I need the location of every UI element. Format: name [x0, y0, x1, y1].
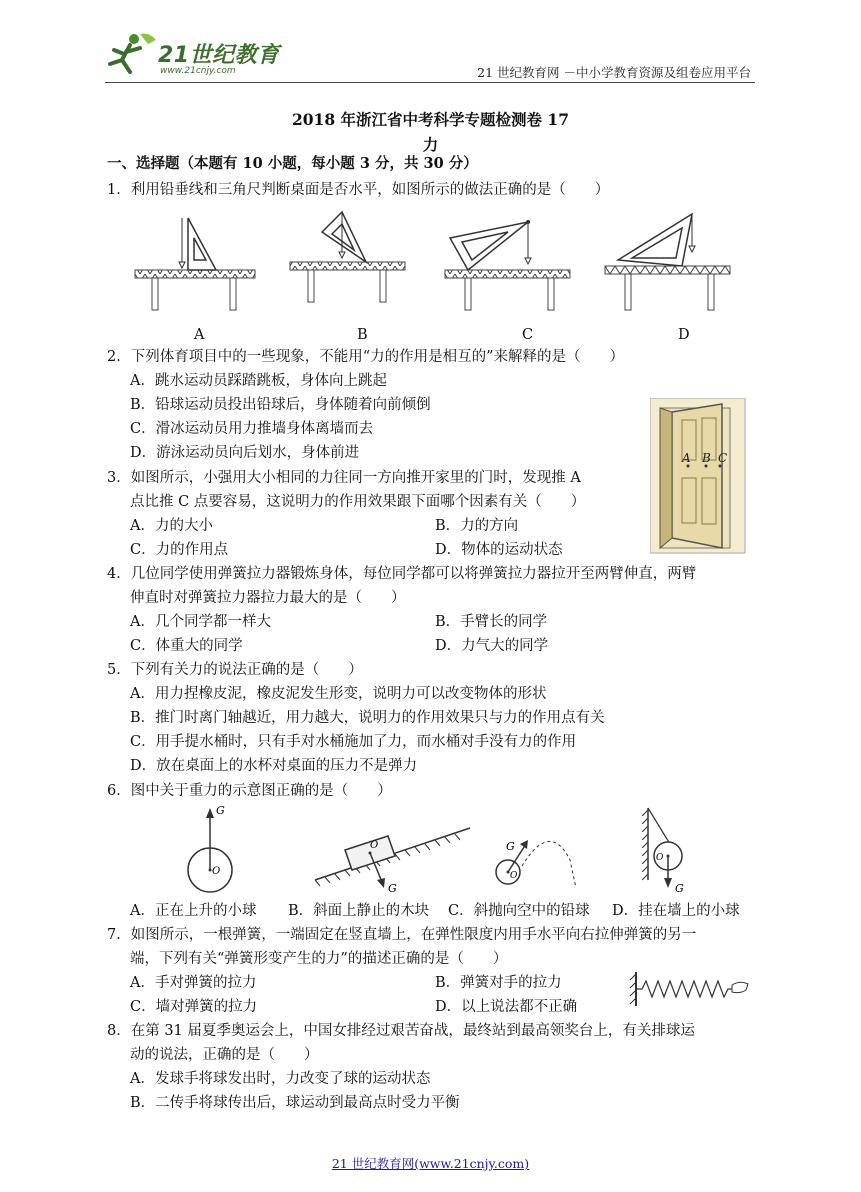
force-label-g: G [675, 882, 684, 895]
header-site-text: 21 世纪教育网 －中小学教育资源及组卷应用平台 [477, 65, 751, 80]
option: B．力的方向 [435, 518, 519, 534]
question-stem: 7．如图所示，一根弹簧，一端固定在竖直墙上，在弹性限度内用手水平向右拉伸弹簧的另一 [107, 927, 697, 943]
question-stem: 伸直时对弹簧拉力器拉力最大的是（ ） [130, 590, 406, 606]
option: C．滑冰运动员用力推墙身体离墙而去 [130, 421, 374, 437]
option: A．几个同学都一样大 [130, 614, 271, 630]
option: D．游泳运动员向后划水，身体前进 [130, 445, 360, 461]
option: A．跳水运动员踩踏跳板，身体向上跳起 [130, 373, 387, 389]
option: A．用力捏橡皮泥，橡皮泥发生形变，说明力可以改变物体的形状 [130, 686, 547, 702]
option: B．铅球运动员投出铅球后，身体随着向前倾倒 [130, 397, 431, 413]
force-label-g: G [506, 840, 515, 853]
q1-figure [130, 210, 750, 320]
door-label-a: A [682, 451, 691, 465]
option: C．体重大的同学 [130, 638, 243, 654]
door-label-b: B [702, 451, 711, 465]
question-stem: 4．几位同学使用弹簧拉力器锻炼身体，每位同学都可以将弹簧拉力器拉开至两臂伸直，两臂 [107, 566, 697, 582]
question-stem: 3．如图所示，小强用大小相同的力往同一方向推开家里的门时，发现推 A [107, 470, 581, 486]
option: D．挂在墙上的小球 [612, 903, 740, 919]
option: B．弹簧对手的拉力 [435, 975, 562, 991]
question-stem: 5．下列有关力的说法正确的是（ ） [107, 662, 363, 678]
table-a [135, 218, 255, 310]
option: A．手对弹簧的拉力 [130, 975, 257, 991]
option: B．手臂长的同学 [435, 614, 548, 630]
section-heading: 一、选择题（本题有 10 小题，每小题 3 分，共 30 分） [107, 155, 478, 172]
door-label-c: C [718, 451, 728, 465]
center-label-o: O [212, 866, 221, 877]
option: A．发球手将球发出时，力改变了球的运动状态 [130, 1071, 431, 1087]
option: D．力气大的同学 [435, 638, 549, 654]
logo-url: www.21cnjy.com [160, 66, 236, 76]
header-divider [105, 82, 755, 83]
option: D．放在桌面上的水杯对桌面的压力不是弹力 [130, 758, 418, 774]
option: A．力的大小 [130, 518, 213, 534]
question-stem: 8．在第 31 届夏季奥运会上，中国女排经过艰苦奋战，最终站到最高领奖台上，有关排球运 [107, 1023, 695, 1039]
door-figure [650, 398, 750, 558]
site-logo [100, 30, 290, 80]
option: C．墙对弹簧的拉力 [130, 999, 258, 1015]
question-stem: 6．图中关于重力的示意图正确的是（ ） [107, 783, 392, 799]
force-label-g: G [216, 804, 225, 817]
force-label-g: G [388, 882, 397, 895]
logo-text: 21世纪教育 [158, 43, 280, 68]
center-label-o: O [656, 853, 664, 863]
figure-hanging-ball [642, 808, 684, 895]
center-label-o: O [510, 871, 518, 881]
question-stem: 1．利用铅垂线和三角尺判断桌面是否水平，如图所示的做法正确的是（ ） [107, 182, 610, 198]
table-c [445, 220, 570, 310]
spring-figure [628, 968, 753, 1010]
figure-rising-ball [188, 804, 232, 892]
option: A．正在上升的小球 [130, 903, 257, 919]
figure-label-a: A [194, 327, 205, 343]
question-stem: 动的说法，正确的是（ ） [130, 1047, 319, 1063]
option: B．推门时离门轴越近，用力越大，说明力的作用效果只与力的作用点有关 [130, 710, 605, 726]
figure-label-b: B [357, 327, 368, 343]
option: B．二传手将球传出后，球运动到最高点时受力平衡 [130, 1095, 460, 1111]
option: D．以上说法都不正确 [435, 999, 578, 1015]
question-stem: 端，下列有关“弹簧形变产生的力”的描述正确的是（ ） [130, 951, 508, 967]
page-title: 2018 年浙江省中考科学专题检测卷 17 [291, 110, 569, 129]
question-stem: 点比推 C 点要容易，这说明力的作用效果跟下面哪个因素有关（ ） [130, 494, 586, 510]
q6-figure [170, 800, 730, 900]
option: C．力的作用点 [130, 542, 229, 558]
option: D．物体的运动状态 [435, 542, 563, 558]
question-stem: 2．下列体育项目中的一些现象，不能用“力的作用是相互的”来解释的是（ ） [107, 349, 625, 365]
option: B．斜面上静止的木块 [288, 903, 430, 919]
figure-incline-block [315, 828, 470, 895]
option: C．用手提水桶时，只有手对水桶施加了力，而水桶对手没有力的作用 [130, 734, 577, 750]
table-d [605, 214, 730, 310]
figure-label-d: D [678, 327, 690, 343]
option: C．斜抛向空中的铅球 [448, 903, 590, 919]
figure-label-c: C [522, 327, 534, 343]
center-label-o: O [370, 840, 379, 851]
table-b [290, 212, 405, 302]
runner-logo-icon [100, 30, 160, 80]
figure-thrown-shot [496, 840, 576, 888]
footer-link[interactable]: 21 世纪教育网(www.21cnjy.com) [331, 1156, 530, 1171]
page-subtitle: 力 [422, 135, 439, 154]
